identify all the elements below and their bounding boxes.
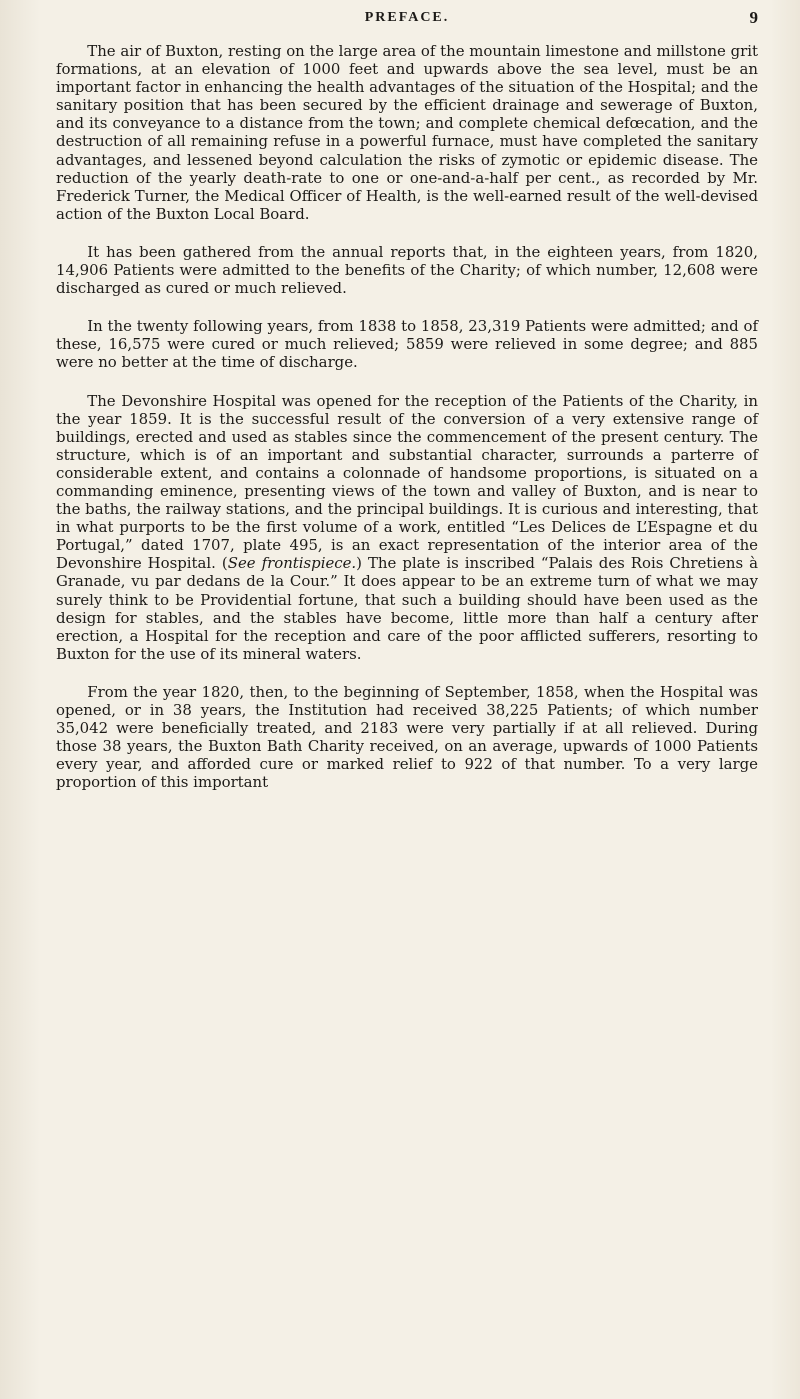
paragraph-devonshire-text-b: ) The plate is inscribed “Palais des Rois Chretiens à Granade, vu par dedans de la Cour.” It does appear to be an extreme turn of what we may surely think to be Providential fortune, that such a building should have been used as the design for stables, and the stables have become, little more than half a century after erection, a Hospital for the reception and care of the poor afflicted sufferers, resorting to Buxton for the use of its mineral waters. bbox=[56, 554, 759, 663]
frontispiece-reference: See frontispiece. bbox=[227, 554, 357, 573]
paragraph-eighteen-years: It has been gathered from the annual reports that, in the eighteen years, from 1820, 14,906 Patients were admitted to the benefits of the Charity; of which number, 12,608 were discharged as cured or much relieved. bbox=[56, 242, 758, 298]
body-text bbox=[56, 42, 758, 791]
paragraph-buxton-air: The air of Buxton, resting on the large area of the mountain limestone and millstone grit formations, at an elevation of 1000 feet and upwards above the sea level, must be an important factor in enhancing the health advantages of the situation of the Hospital; and the sanitary position that has been secured by the efficient drainage and sewerage of Buxton, and its conveyance to a distance from the town; and complete chemical defœcation, and the destruction of all remaining refuse in a powerful furnace, must have completed the sanitary advantages, and lessened beyond calculation the risks of zymotic or epidemic disease. The reduction of the yearly death-rate to one or one-and-a-half per cent., as recorded by Mr. Frederick Turner, the Medical Officer of Health, is the well-earned result of the well-devised action of the Buxton Local Board. bbox=[56, 42, 758, 223]
paragraph-thirty-eight-years: From the year 1820, then, to the beginning of September, 1858, when the Hospital was opened, or in 38 years, the Institution had received 38,225 Patients; of which number 35,042 were beneficially treated, and 2183 were very partially if at all relieved. During those 38 years, the Buxton Bath Charity received, on an average, upwards of 1000 Patients every year, and afforded cure or marked relief to 922 of that number. To a very large proportion of this important bbox=[56, 682, 758, 792]
paragraph-devonshire-hospital bbox=[56, 392, 758, 663]
running-title: PREFACE. bbox=[364, 10, 450, 25]
page-header bbox=[56, 8, 758, 34]
paragraph-twenty-years: In the twenty following years, from 1838 to 1858, 23,319 Patients were admitted; and of these, 16,575 were cured or much relieved; 5859 were relieved in some degree; and 885 were no better at the time of discharge. bbox=[56, 317, 758, 372]
page-number: 9 bbox=[749, 8, 758, 27]
paragraph-devonshire-text-a: The Devonshire Hospital was opened for the reception of the Patients of the Charity, in the year 1859. It is the successful result of the conversion of a very extensive range of buildings, erected and used as stables since the commencement of the present century. The structure, which is of an important and substantial character, surrounds a parterre of considerable extent, and contains a colonnade of handsome proportions, is situated on a commanding eminence, presenting views of the town and valley of Buxton, and is near to the baths, the railway stations, and the principal buildings. It is curious and interesting, that in what purports to be the first volume of a work, entitled “Les Delices de L’Espagne et du Portugal,” dated 1707, plate 495, is an exact representation of the interior area of the Devonshire Hospital. ( bbox=[56, 391, 758, 573]
